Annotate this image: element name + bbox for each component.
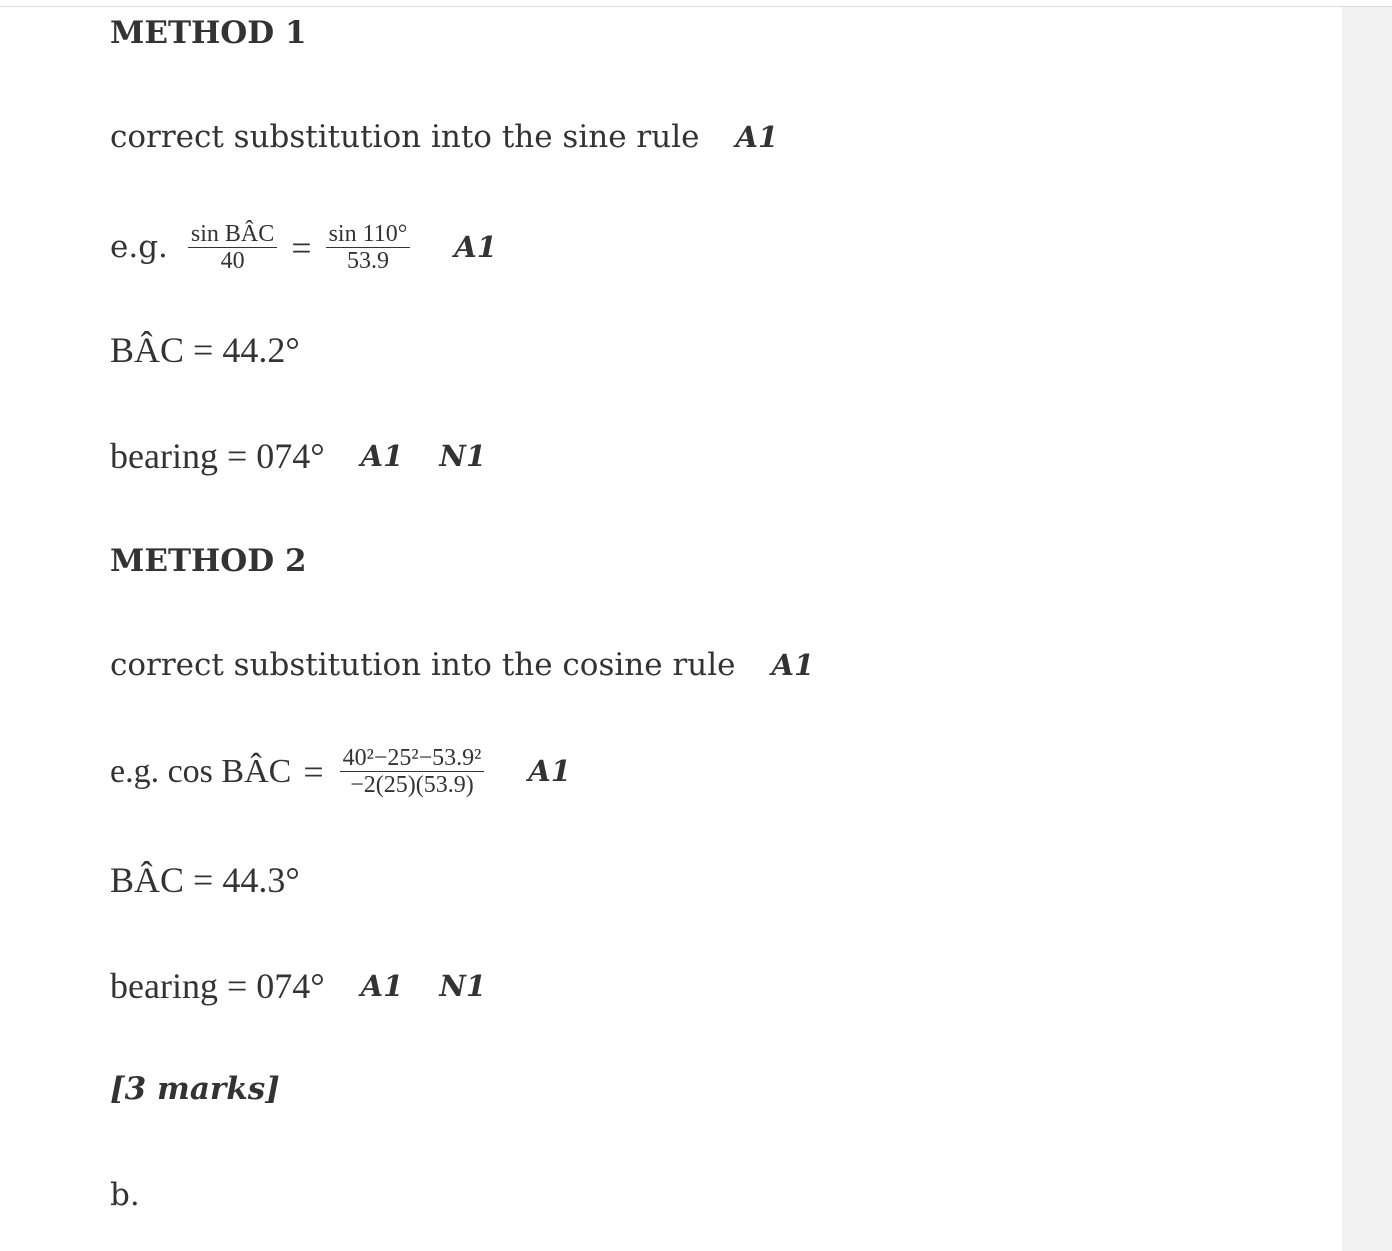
method2-bearing-mark-a1: A1 [360,968,404,1003]
method1-substitution-text: correct substitution into the sine rule [110,119,700,155]
method2-substitution-line [110,647,815,683]
top-border [0,0,1392,7]
method1-equals: = [291,227,312,268]
method2-equation-line [110,746,571,797]
method1-bearing-text: bearing = 074° [110,436,325,476]
method1-frac2-denominator: 53.9 [346,248,389,274]
method2-eg-label: e.g. cos BÂC [110,752,292,790]
method2-angle-result: BÂC = 44.3° [110,860,300,900]
scroll-gutter[interactable] [1342,7,1392,1251]
method2-eg-mark: A1 [528,754,571,788]
next-part-label: b. [110,1177,140,1213]
method1-bearing-mark-a1: A1 [360,438,404,473]
method1-angle-result: BÂC = 44.2° [110,330,300,370]
method2-fraction-cosine [336,746,489,797]
method1-substitution-line [110,119,779,155]
method2-bearing-mark-n1: N1 [439,968,487,1003]
method2-substitution-mark: A1 [771,648,815,682]
total-marks: [3 marks] [110,1071,280,1107]
method1-bearing-line [110,438,486,474]
method1-equation-line [110,222,497,273]
method1-frac2-numerator: sin 110° [326,222,411,248]
method1-substitution-mark: A1 [735,120,779,154]
method1-fraction-sine-bac [184,222,281,273]
method2-heading: METHOD 2 [110,543,307,579]
method2-bearing-line [110,968,486,1004]
method1-eg-mark: A1 [454,230,497,264]
method1-bearing-mark-n1: N1 [439,438,487,473]
method1-frac1-numerator: sin BÂC [188,222,277,248]
method2-substitution-text: correct substitution into the cosine rule [110,647,736,683]
method1-frac1-denominator: 40 [220,248,245,274]
method2-bearing-text: bearing = 074° [110,966,325,1006]
method1-eg-label: e.g. [110,229,168,265]
method1-fraction-sine-110 [322,222,415,273]
method1-heading: METHOD 1 [110,15,307,51]
method2-frac-denominator: −2(25)(53.9) [350,772,474,798]
method2-frac-numerator: 40²−25²−53.9² [340,746,485,772]
method2-equals: = [303,751,324,792]
